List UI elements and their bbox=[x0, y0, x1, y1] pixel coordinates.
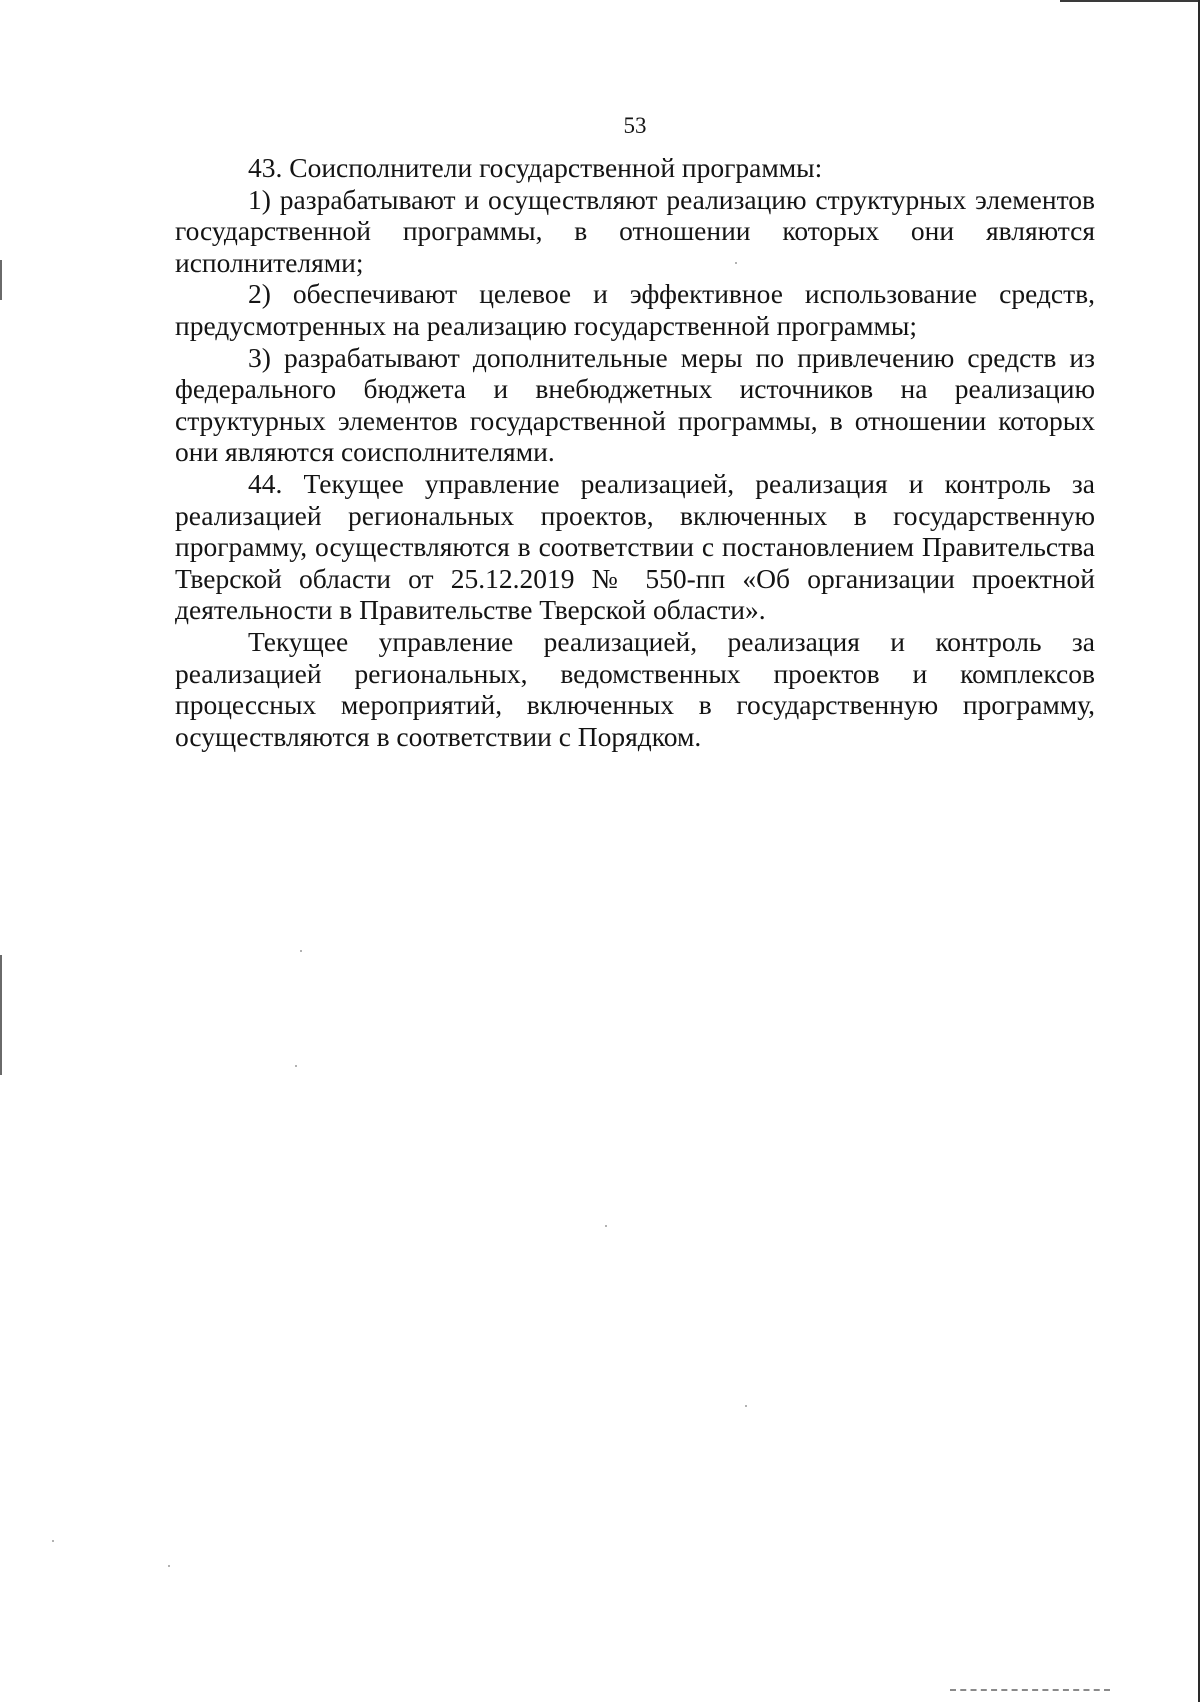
paragraph-43-item-2: 2) обеспечивают целевое и эффективное использование средств, предусмотренных на реализацию государственной программы; bbox=[175, 278, 1095, 341]
scan-edge-left bbox=[0, 955, 2, 1075]
scan-speck bbox=[168, 1565, 170, 1567]
paragraph-43-heading: 43. Соисполнители государственной программы: bbox=[248, 152, 823, 183]
scan-edge-bottom bbox=[950, 1689, 1110, 1694]
scan-speck bbox=[745, 1405, 747, 1407]
scan-speck bbox=[52, 1540, 54, 1542]
document-body bbox=[175, 152, 1095, 752]
scan-edge-left bbox=[0, 260, 2, 300]
paragraph-44: 44. Текущее управление реализацией, реализация и контроль за реализацией региональных проектов, включенных в государственную программу, осуществляются в соответствии с постановлением Правительства Тверской области от 25.12.2019 № 550-пп «Об организации проектной деятельности в Правительстве Тверской области». bbox=[175, 467, 1095, 626]
page-number: 53 bbox=[623, 113, 647, 138]
paragraph-44-continuation: Текущее управление реализацией, реализация и контроль за реализацией региональных, ведомственных проектов и комплексов процессных мероприятий, включенных в государственную программу, осуществляются в соответствии с Порядком. bbox=[175, 625, 1095, 752]
scan-edge-top bbox=[1060, 0, 1200, 2]
paragraph-43-item-1: 1) разрабатывают и осуществляют реализацию структурных элементов государственной программы, в отношении которых они являются исполнителями; bbox=[175, 183, 1095, 278]
paragraph-43-item-3: 3) разрабатывают дополнительные меры по привлечению средств из федерального бюджета и внебюджетных источников на реализацию структурных элементов государственной программы, в отношении которых они являются соисполнителями. bbox=[175, 341, 1095, 468]
scan-speck bbox=[605, 1225, 607, 1227]
scan-speck bbox=[295, 1065, 297, 1067]
scan-speck bbox=[300, 950, 302, 952]
